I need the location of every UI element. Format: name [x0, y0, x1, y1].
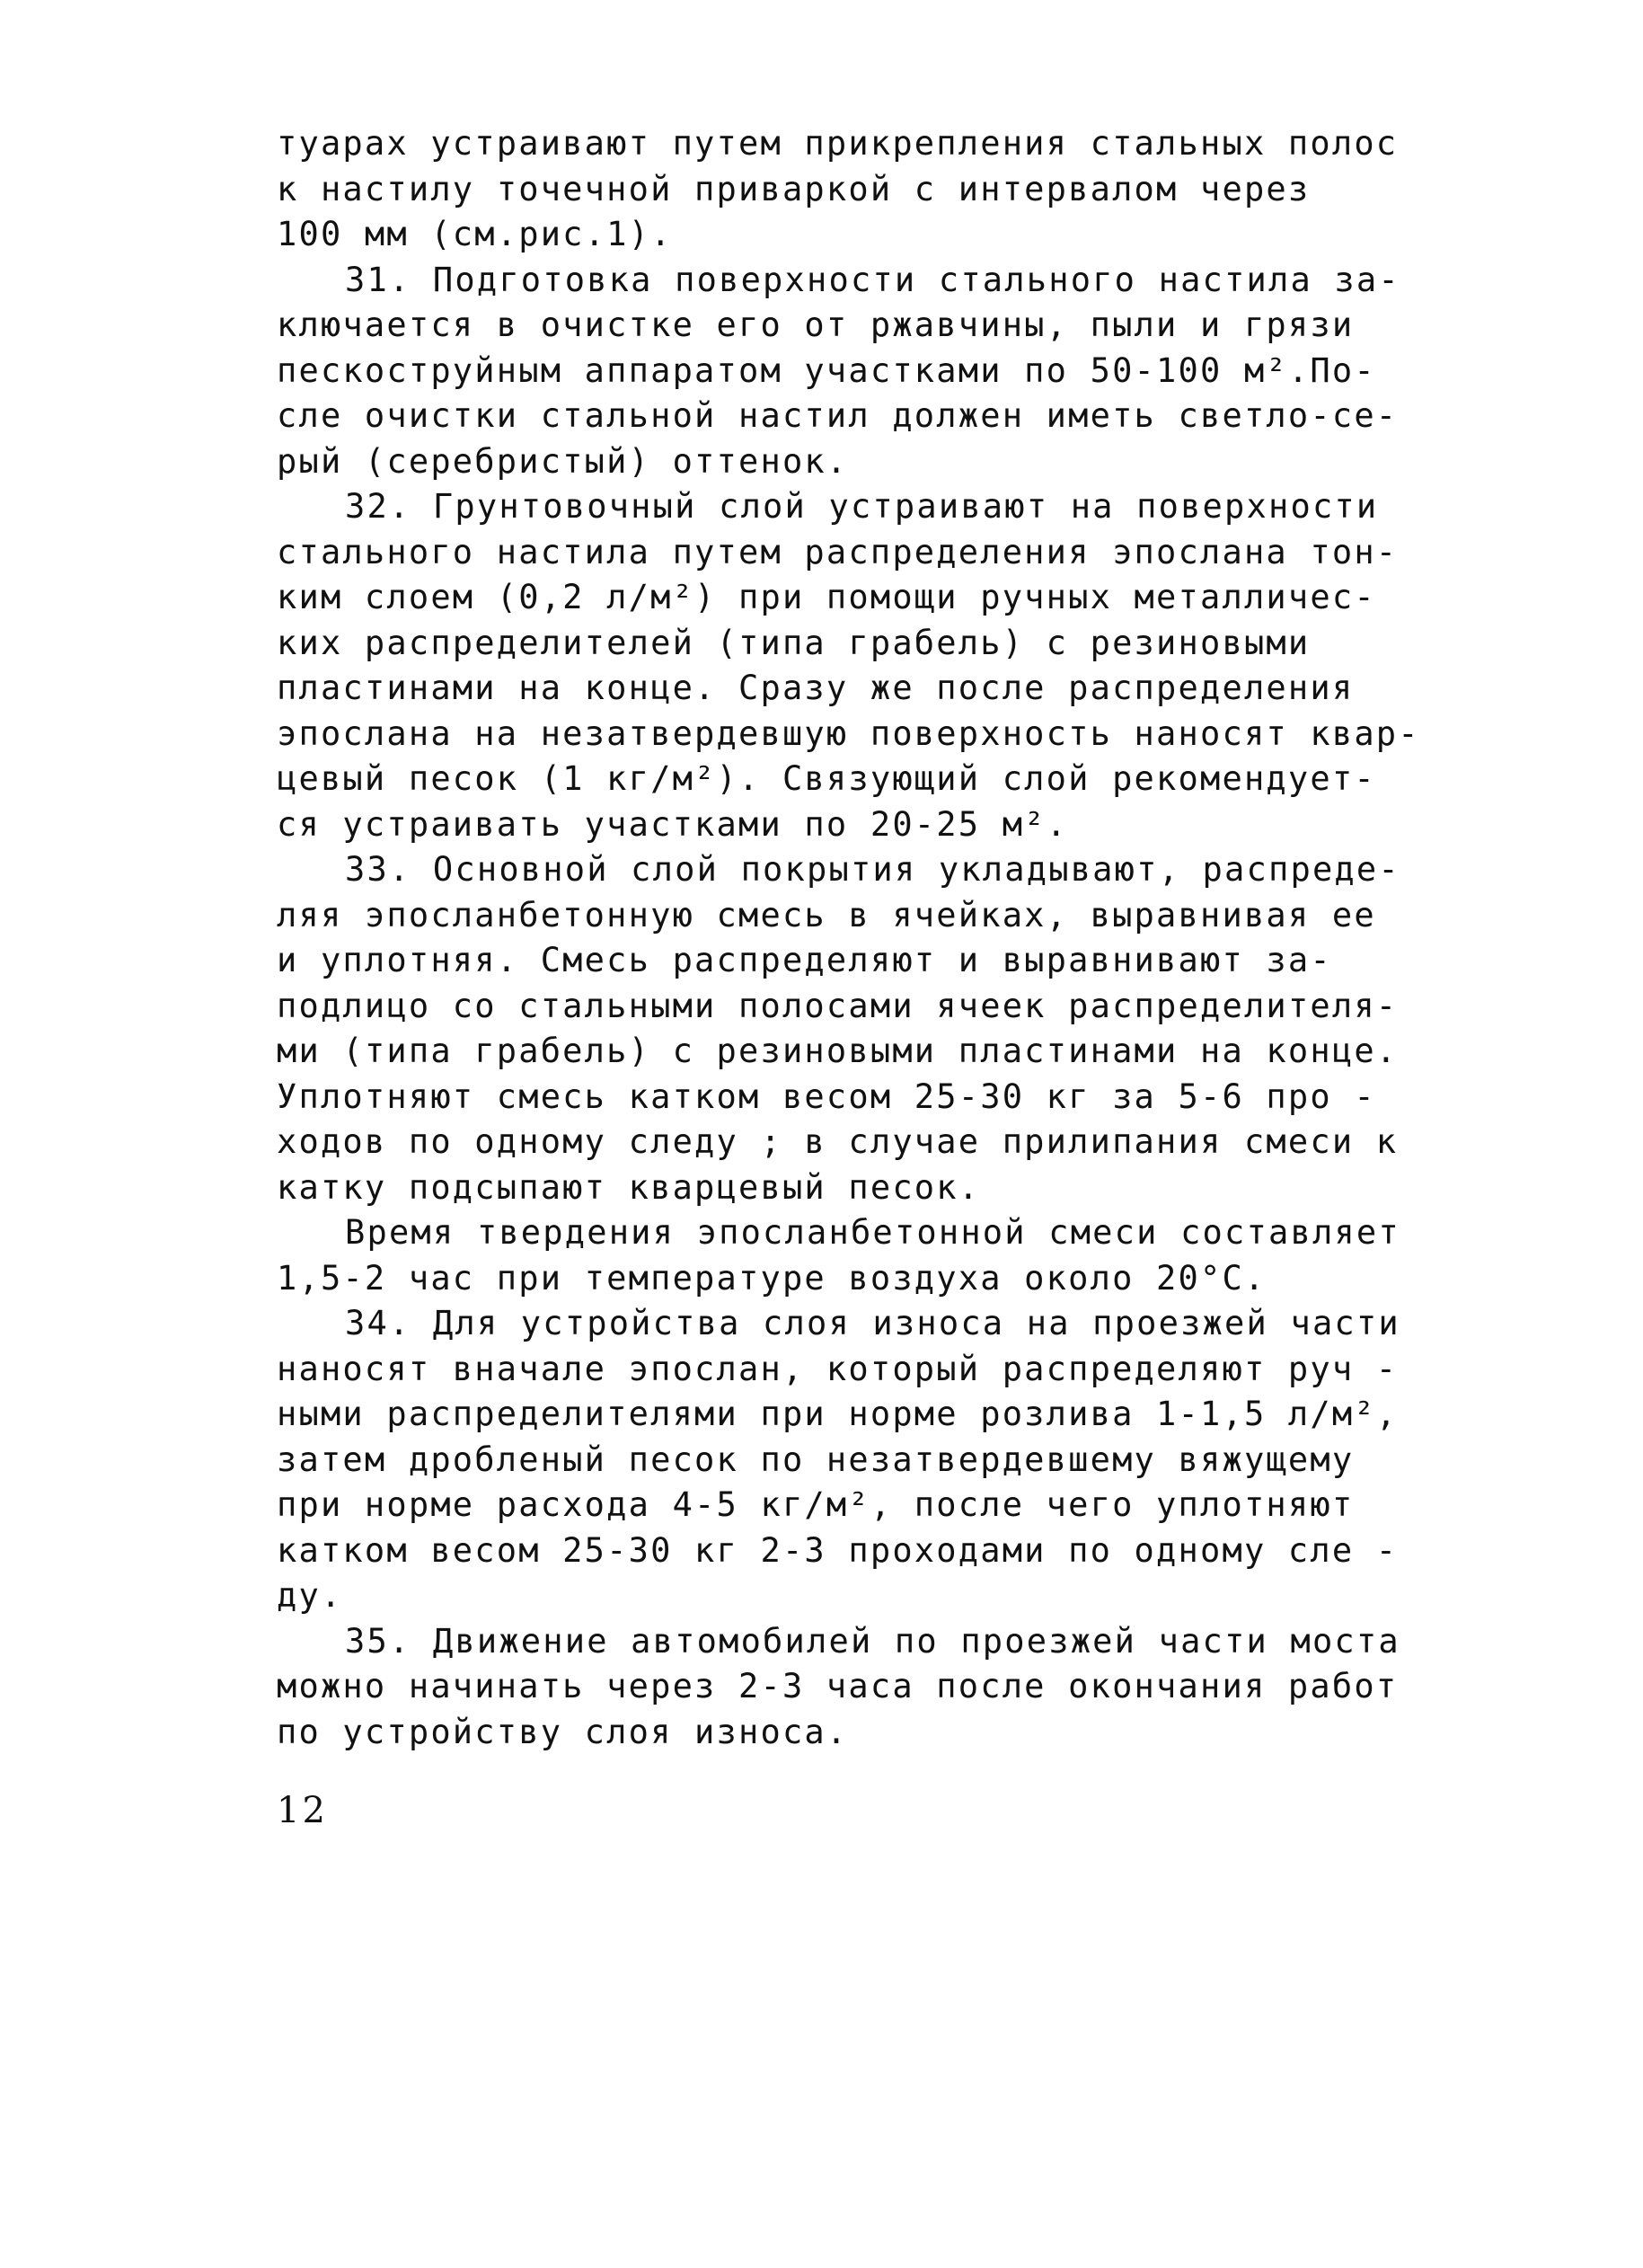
text-line: туарах устраивают путем прикрепления стальных полос	[277, 124, 1399, 163]
paragraph-hardening-start: Время твердения эпосланбетонной смеси составляет	[345, 1213, 1400, 1252]
text-line: ключается в очистке его от ржавчины, пыли и грязи	[277, 306, 1355, 344]
text-line: ными распределителями при норме розлива 1-1,5 л/м²,	[277, 1395, 1399, 1433]
text-line: стального настила путем распределения эпослана тон-	[277, 532, 1399, 571]
paragraph-31-start: 31. Подготовка поверхности стального настила за-	[345, 260, 1400, 299]
paragraph-35-start: 35. Движение автомобилей по проезжей части моста	[345, 1621, 1400, 1661]
text-line: наносят вначале эпослан, который распределяют руч -	[277, 1349, 1399, 1388]
text-line: цевый песок (1 кг/м²). Связующий слой рекомендует-	[277, 759, 1376, 798]
page-number: 12	[277, 1790, 328, 1831]
text-line: к настилу точечной приваркой с интервалом через	[277, 169, 1311, 208]
text-line: ду.	[277, 1576, 343, 1615]
paragraph-32-start: 32. Грунтовочный слой устраивают на поверхности	[345, 487, 1379, 526]
text-line: ких распределителей (типа грабель) с резиновыми	[277, 623, 1311, 662]
text-line: ходов по одному следу ; в случае прилипания смеси к	[277, 1122, 1399, 1161]
text-line: ким слоем (0,2 л/м²) при помощи ручных металличес-	[277, 578, 1376, 616]
paragraph-33-start: 33. Основной слой покрытия укладывают, распреде-	[345, 850, 1400, 889]
text-line: затем дробленый песок по незатвердевшему вяжущему	[277, 1440, 1355, 1479]
text-line: катком весом 25-30 кг 2-3 проходами по одному сле -	[277, 1530, 1399, 1570]
text-line: по устройству слоя износа.	[277, 1712, 849, 1751]
text-line: ляя эпосланбетонную смесь в ячейках, выравнивая ее	[277, 895, 1376, 935]
text-line: при норме расхода 4-5 кг/м², после чего уплотняют	[277, 1485, 1355, 1524]
text-line: катку подсыпают кварцевый песок.	[277, 1167, 981, 1207]
text-line: пластинами на конце. Сразу же после распределения	[277, 669, 1355, 707]
text-line: Уплотняют смесь катком весом 25-30 кг за 5-6 про -	[277, 1076, 1376, 1116]
body-text	[277, 121, 1435, 1755]
text-line: 100 мм (см.рис.1).	[277, 215, 673, 253]
text-line: ся устраивать участками по 20-25 м².	[277, 804, 1069, 844]
text-line: подлицо со стальными полосами ячеек распределителя-	[277, 986, 1399, 1025]
text-line: 1,5-2 час при температуре воздуха около 20°С.	[277, 1258, 1267, 1298]
text-line: и уплотняя. Смесь распределяют и выравнивают за-	[277, 941, 1332, 979]
text-line: пескоструйным аппаратом участками по 50-100 м².По-	[277, 350, 1376, 390]
text-line: рый (серебристый) оттенок.	[277, 441, 849, 481]
text-line: можно начинать через 2-3 часа после окончания работ	[277, 1667, 1399, 1705]
text-line: ми (типа грабель) с резиновыми пластинами на конце.	[277, 1032, 1399, 1070]
text-line: сле очистки стальной настил должен иметь светло-се-	[277, 396, 1399, 435]
paragraph-34-start: 34. Для устройства слоя износа на проезжей части	[345, 1304, 1400, 1342]
text-line: эпослана на незатвердевшую поверхность наносят квар-	[277, 713, 1420, 753]
